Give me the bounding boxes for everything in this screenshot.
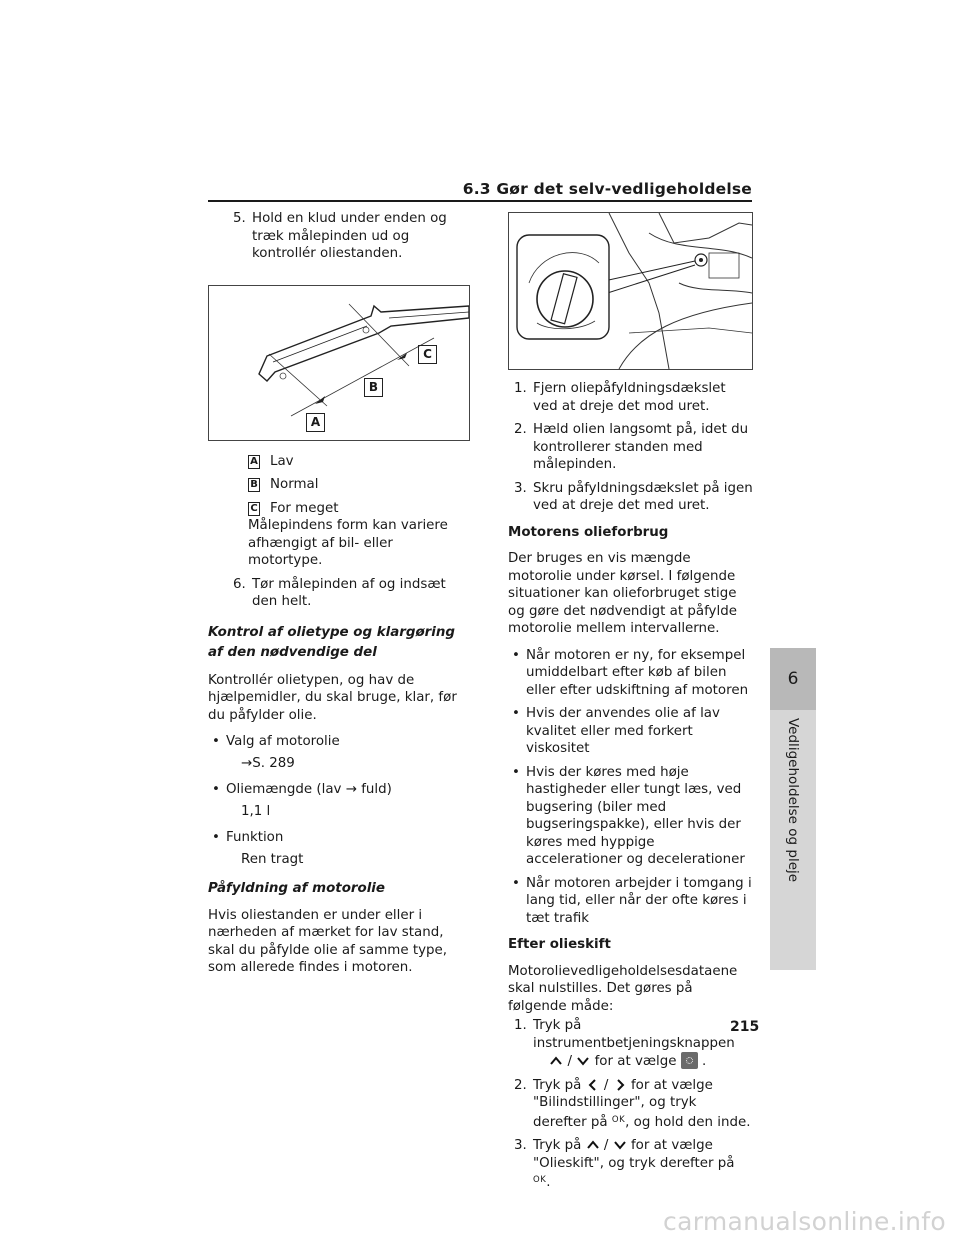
dipstick-figure: [208, 285, 470, 441]
bullet-function: • Funktion: [212, 830, 284, 845]
legend-a: A Lav: [248, 453, 470, 471]
chevron-left-icon: [586, 1078, 600, 1092]
section-title: 6.3 Gør det selv-vedligeholdelse: [462, 180, 752, 198]
chevron-down-icon: [576, 1054, 590, 1068]
figure-label-c: C: [418, 345, 437, 364]
consumption-bullet-2: • Hvis der anvendes olie af lav kvalitet eller med forkert viskositet: [512, 706, 720, 756]
figure-label-b: B: [364, 378, 383, 397]
heading-oil-fill: Påfyldning af motorolie: [208, 881, 385, 896]
left-column: [208, 210, 470, 977]
settings-icon: [681, 1052, 698, 1069]
fill-step-2: 2. Hæld olien langsomt på, idet du kontrollerer standen med målepinden.: [514, 422, 749, 472]
chevron-down-icon: [613, 1138, 627, 1152]
heading-oil-consumption: Motorens olieforbrug: [508, 524, 669, 540]
heading-after-oil-change: Efter olieskift: [508, 937, 611, 952]
paragraph-oil-fill: Hvis oliestanden er under eller i nærheden af mærket for lav stand, skal du påfylde olie af samme type, som allerede findes i motoren.: [208, 907, 447, 975]
ok-button-icon: OK: [611, 1114, 626, 1125]
bullet-oil-amount-value: 1,1 l: [241, 803, 271, 819]
paragraph-oil-type: Kontrollér olietypen, og hav de hjælpemidler, du skal bruge, klar, før du påfylder olie.: [208, 672, 457, 723]
bullet-oil-choice-ref[interactable]: →S. 289: [241, 755, 295, 771]
figure-label-a: A: [306, 413, 325, 432]
fill-step-1: 1. Fjern oliepåfyldningsdækslet ved at dreje det mod uret.: [514, 381, 726, 414]
chapter-title: Vedligeholdelse og pleje: [785, 718, 801, 883]
legend-c: C For meget: [248, 500, 470, 518]
chevron-right-icon: [613, 1078, 627, 1092]
paragraph-after-oil-change: Motorolievedligeholdelsesdataene skal nulstilles. Det gøres på følgende måde:: [508, 963, 738, 1014]
chapter-side-tab: [770, 710, 816, 970]
right-column: [508, 212, 753, 1192]
oil-cap-figure: [508, 212, 753, 370]
heading-oil-type: Kontrol af olietype og klargøring af den nødvendige del: [208, 624, 455, 660]
consumption-bullet-3: • Hvis der køres med høje hastigheder eller tungt læs, ved bugsering (biler med bugseringspakke), eller hvis der køres med hyppige accelerationer og decelerationer: [512, 764, 745, 867]
watermark: carmanualsonline.info: [663, 1207, 946, 1236]
page-number: 215: [730, 1019, 760, 1035]
reset-step-3: 3. Tryk på / for at vælge "Olieskift", og tryk derefter på $^{OK}$.: [514, 1138, 735, 1190]
legend-note: Målepindens form kan variere afhængigt af bil- eller motortype.: [248, 518, 448, 568]
reset-step-1: 1. Tryk på instrumentbetjeningsknappen / for at vælge .: [514, 1018, 735, 1069]
paragraph-oil-consumption: Der bruges en vis mængde motorolie under kørsel. I følgende situationer kan olieforbruget stige og gøre det nødvendigt at påfylde motorolie mellem intervallerne.: [508, 551, 737, 636]
consumption-bullet-1: • Når motoren er ny, for eksempel umiddelbart efter køb af bilen eller efter udskiftning af motoren: [512, 647, 749, 698]
chevron-up-icon: [549, 1054, 563, 1068]
reset-step-2: 2. Tryk på / for at vælge "Bilindstillinger", og tryk derefter på $^{OK}$, og hold den inde.: [514, 1077, 751, 1130]
step-5: 5. Hold en klud under enden og træk målepinden ud og kontrollér oliestanden.: [233, 211, 447, 261]
bullet-function-value: Ren tragt: [241, 851, 304, 867]
ok-button-icon: OK: [533, 1175, 547, 1185]
bullet-oil-choice: • Valg af motorolie: [212, 734, 340, 749]
fill-step-3: 3. Skru påfyldningsdækslet på igen ved at dreje det med uret.: [514, 480, 753, 513]
bullet-oil-amount: • Oliemængde (lav → fuld): [212, 782, 392, 797]
chapter-tab[interactable]: 6: [770, 648, 816, 710]
step-6: 6. Tør målepinden af og indsæt den helt.: [233, 576, 446, 609]
header-rule: [208, 200, 752, 202]
legend-b: B Normal: [248, 476, 470, 494]
consumption-bullet-4: • Når motoren arbejder i tomgang i lang tid, eller når der ofte køres i tæt trafik: [512, 875, 752, 926]
oil-cap-illustration: [509, 213, 752, 369]
chevron-up-icon: [586, 1138, 600, 1152]
dipstick-legend: [208, 453, 470, 570]
